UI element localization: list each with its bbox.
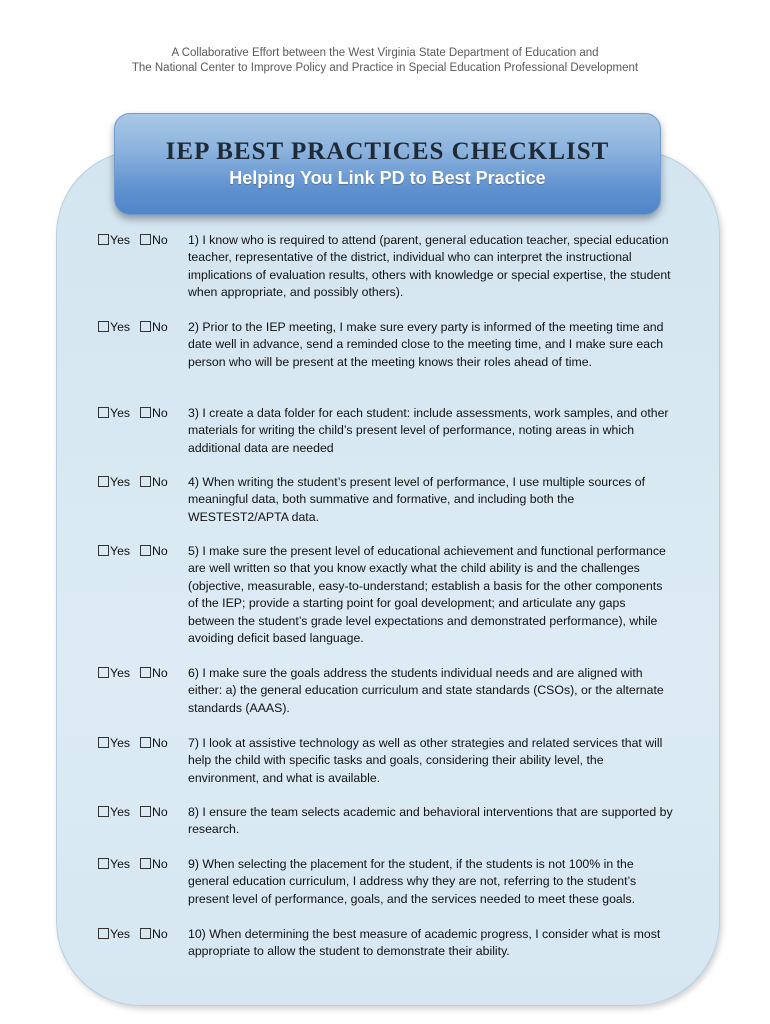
item-text: 8) I ensure the team selects academic and behavioral interventions that are supported by research. xyxy=(188,805,673,837)
yes-label: Yes xyxy=(110,805,131,819)
yes-label: Yes xyxy=(110,736,131,750)
item-text: 6) I make sure the goals address the students individual needs and are aligned with either: a) the general education curriculum and state standards (CSOs), or the alternate standards (AAAS). xyxy=(188,666,664,715)
no-option[interactable] xyxy=(140,926,168,943)
item-text: 9) When selecting the placement for the student, if the students is not 100% in the general education curriculum, I address why they are not, referring to the student’s present level of performance, goals, and the services needed to meet these goals. xyxy=(188,857,637,906)
yes-label: Yes xyxy=(110,233,131,247)
no-label: No xyxy=(152,544,168,558)
yes-label: Yes xyxy=(110,406,131,420)
item-text: 3) I create a data folder for each student: include assessments, work samples, and other materials for writing the child’s present level of performance, noting areas in which additional data are needed xyxy=(188,406,669,455)
no-checkbox[interactable] xyxy=(140,407,151,418)
item-text: 10) When determining the best measure of academic progress, I consider what is most appropriate to allow the student to demonstrate their ability. xyxy=(188,927,661,959)
yes-checkbox[interactable] xyxy=(98,858,109,869)
no-checkbox[interactable] xyxy=(140,476,151,487)
yes-option[interactable] xyxy=(98,405,130,422)
yes-label: Yes xyxy=(110,475,131,489)
page-title: IEP BEST PRACTICES CHECKLIST xyxy=(165,138,610,165)
yes-option[interactable] xyxy=(98,804,130,821)
no-option[interactable] xyxy=(140,543,168,560)
item-text: 5) I make sure the present level of educational achievement and functional performance are well written so that you know exactly what the child ability is and the challenges (objective, measurable, easy-to-understand; establish a basis for the other components of the IEP; provide a starting point for goal development; and articulate any gaps between the student’s grade level expectations and demonstrated performance), while avoiding deficit based language. xyxy=(188,544,666,646)
no-label: No xyxy=(152,857,168,871)
no-option[interactable] xyxy=(140,804,168,821)
no-label: No xyxy=(152,805,168,819)
no-option[interactable] xyxy=(140,232,168,249)
no-checkbox[interactable] xyxy=(140,737,151,748)
yes-label: Yes xyxy=(110,927,131,941)
yes-checkbox[interactable] xyxy=(98,806,109,817)
yes-checkbox[interactable] xyxy=(98,667,109,678)
no-option[interactable] xyxy=(140,474,168,491)
yes-option[interactable] xyxy=(98,735,130,752)
yes-checkbox[interactable] xyxy=(98,545,109,556)
no-checkbox[interactable] xyxy=(140,545,151,556)
no-checkbox[interactable] xyxy=(140,667,151,678)
no-label: No xyxy=(152,736,168,750)
header-line-2: The National Center to Improve Policy and Practice in Special Education Professional Development xyxy=(131,62,639,74)
no-option[interactable] xyxy=(140,405,168,422)
yes-option[interactable] xyxy=(98,232,130,249)
yes-option[interactable] xyxy=(98,474,130,491)
no-option[interactable] xyxy=(140,735,168,752)
yes-option[interactable] xyxy=(98,926,130,943)
yes-checkbox[interactable] xyxy=(98,321,109,332)
header-line-1: A Collaborative Effort between the West Virginia State Department of Education and xyxy=(171,47,599,59)
no-label: No xyxy=(152,320,168,334)
no-option[interactable] xyxy=(140,319,168,336)
item-text: 2) Prior to the IEP meeting, I make sure every party is informed of the meeting time and date well in advance, send a reminded close to the meeting time, and I make sure each person who will be present at the meeting knows their roles ahead of time. xyxy=(188,320,664,369)
item-text: 1) I know who is required to attend (parent, general education teacher, special education teacher, representative of the district, individual who can interpret the instructional implications of evaluation results, others with knowledge or special expertise, the student when appropriate, and possibly others). xyxy=(188,233,671,300)
yes-label: Yes xyxy=(110,320,131,334)
item-text: 4) When writing the student’s present level of performance, I use multiple sources of meaningful data, both summative and formative, and including both the WESTEST2/APTA data. xyxy=(188,475,646,524)
yes-option[interactable] xyxy=(98,665,130,682)
yes-label: Yes xyxy=(110,666,131,680)
no-label: No xyxy=(152,406,168,420)
item-text: 7) I look at assistive technology as well as other strategies and related services that will help the child with specific tasks and goals, considering their ability level, the environment, and what is available. xyxy=(188,736,663,785)
yes-checkbox[interactable] xyxy=(98,737,109,748)
yes-label: Yes xyxy=(110,544,131,558)
no-label: No xyxy=(152,666,168,680)
yes-option[interactable] xyxy=(98,319,130,336)
no-checkbox[interactable] xyxy=(140,806,151,817)
page-subtitle: Helping You Link PD to Best Practice xyxy=(229,168,546,188)
yes-label: Yes xyxy=(110,857,131,871)
yes-option[interactable] xyxy=(98,856,130,873)
no-label: No xyxy=(152,475,168,489)
no-label: No xyxy=(152,927,168,941)
no-checkbox[interactable] xyxy=(140,858,151,869)
no-checkbox[interactable] xyxy=(140,234,151,245)
yes-checkbox[interactable] xyxy=(98,476,109,487)
no-option[interactable] xyxy=(140,665,168,682)
yes-checkbox[interactable] xyxy=(98,928,109,939)
no-option[interactable] xyxy=(140,856,168,873)
no-label: No xyxy=(152,233,168,247)
no-checkbox[interactable] xyxy=(140,321,151,332)
yes-checkbox[interactable] xyxy=(98,234,109,245)
yes-checkbox[interactable] xyxy=(98,407,109,418)
yes-option[interactable] xyxy=(98,543,130,560)
no-checkbox[interactable] xyxy=(140,928,151,939)
